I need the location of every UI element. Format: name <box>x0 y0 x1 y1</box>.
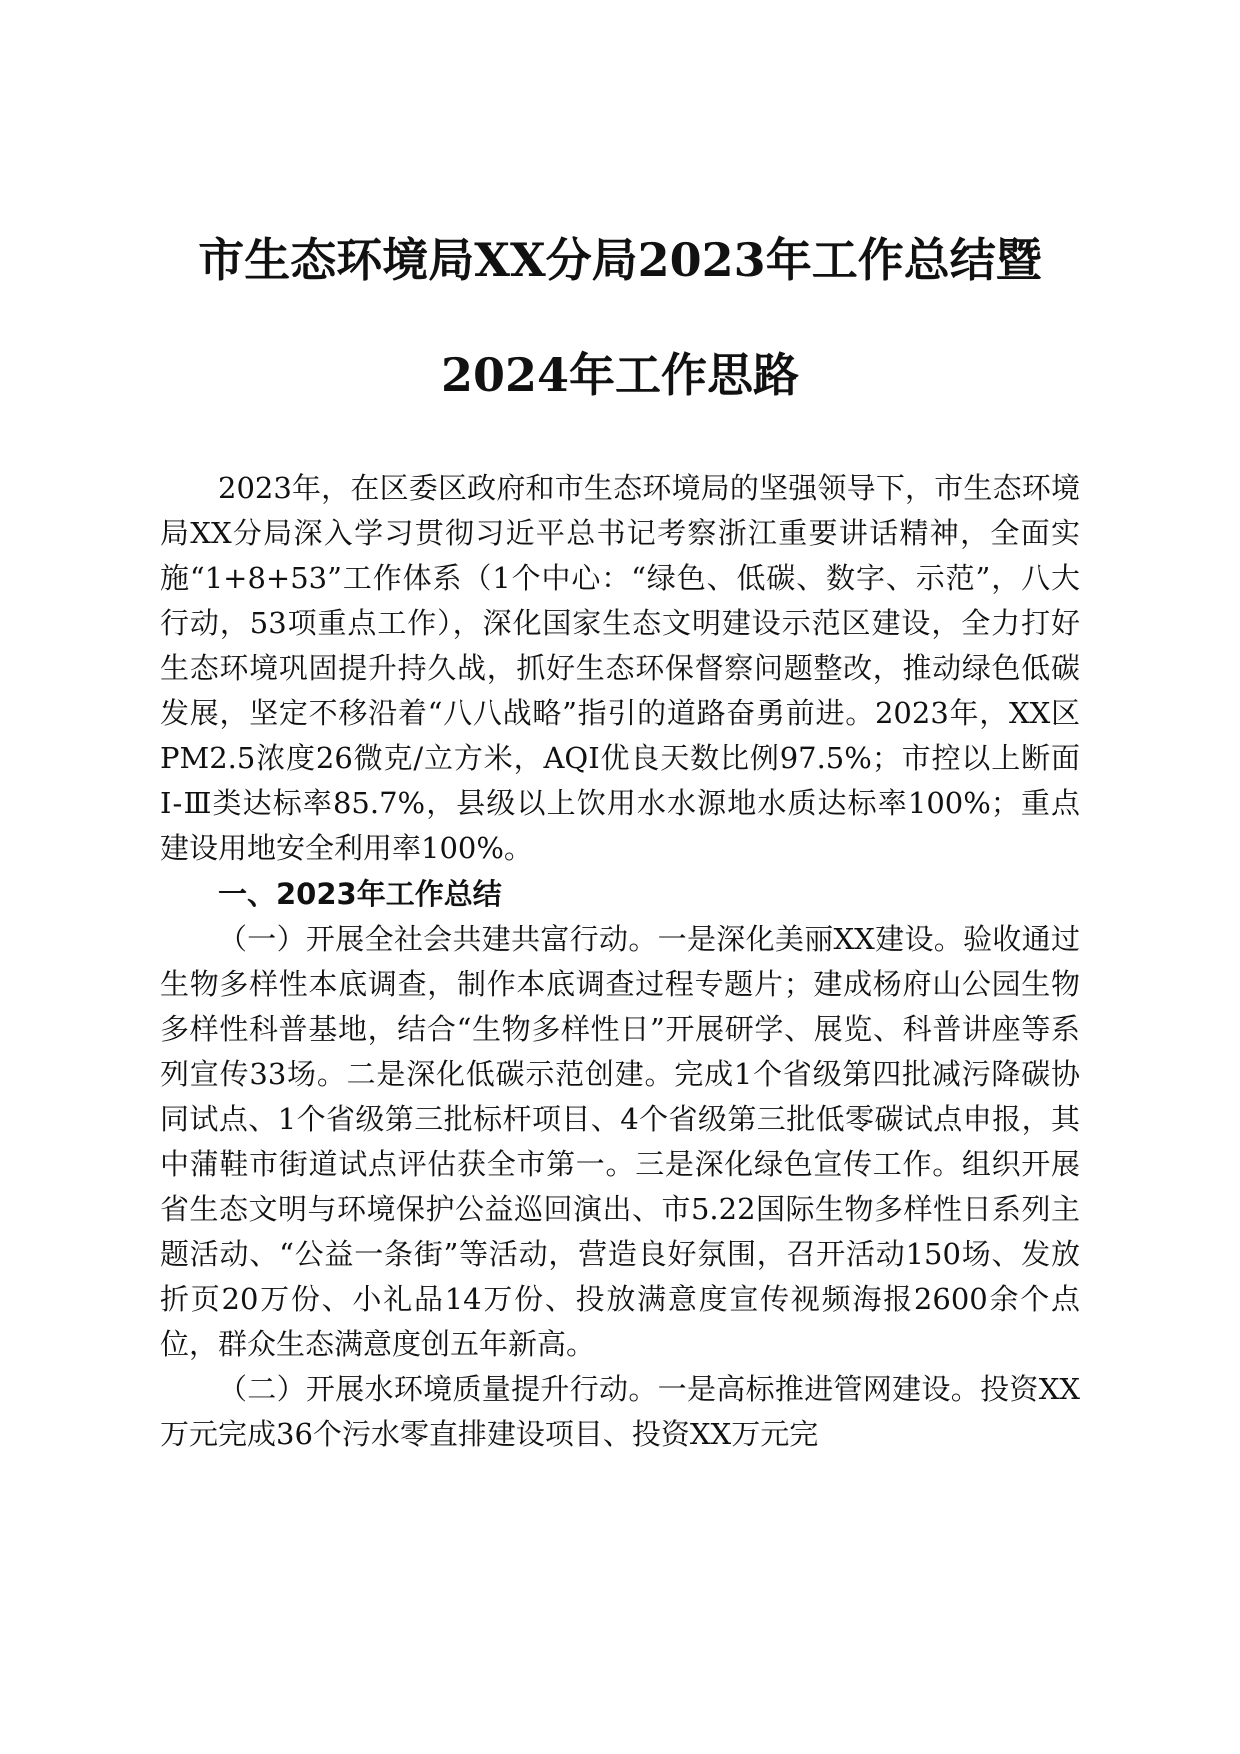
document-body <box>160 466 1080 1457</box>
section-heading: 一、2023年工作总结 <box>218 877 502 911</box>
document-title-line-1: 市生态环境局XX分局2023年工作总结暨 <box>198 233 1042 287</box>
body-paragraph: （一）开展全社会共建共富行动。一是深化美丽XX建设。验收通过生物多样性本底调查，制作本底调查过程专题片；建成杨府山公园生物多样性科普基地，结合“生物多样性日”开展研学、展览、科普讲座等系列宣传33场。二是深化低碳示范创建。完成1个省级第四批减污降碳协同试点、1个省级第三批标杆项目、4个省级第三批低零碳试点申报，其中蒲鞋市街道试点评估获全市第一。三是深化绿色宣传工作。组织开展省生态文明与环境保护公益巡回演出、市5.22国际生物多样性日系列主题活动、“公益一条街”等活动，营造良好氛围，召开活动150场、发放折页20万份、小礼品14万份、投放满意度宣传视频海报2600余个点位，群众生态满意度创五年新高。 <box>160 922 1080 1361</box>
intro-paragraph: 2023年，在区委区政府和市生态环境局的坚强领导下，市生态环境局XX分局深入学习贯彻习近平总书记考察浙江重要讲话精神，全面实施“1+8+53”工作体系（1个中心：“绿色、低碳、数字、示范”，八大行动，53项重点工作），深化国家生态文明建设示范区建设，全力打好生态环境巩固提升持久战，抓好生态环保督察问题整改，推动绿色低碳发展，坚定不移沿着“八八战略”指引的道路奋勇前进。2023年，XX区PM2.5浓度26微克/立方米，AQI优良天数比例97.5%；市控以上断面Ⅰ-Ⅲ类达标率85.7%，县级以上饮用水水源地水质达标率100%；重点建设用地安全利用率100%。 <box>160 471 1080 865</box>
document-title-line-2: 2024年工作思路 <box>440 348 800 402</box>
body-paragraph: （二）开展水环境质量提升行动。一是高标推进管网建设。投资XX万元完成36个污水零直排建设项目、投资XX万元完 <box>160 1372 1080 1451</box>
